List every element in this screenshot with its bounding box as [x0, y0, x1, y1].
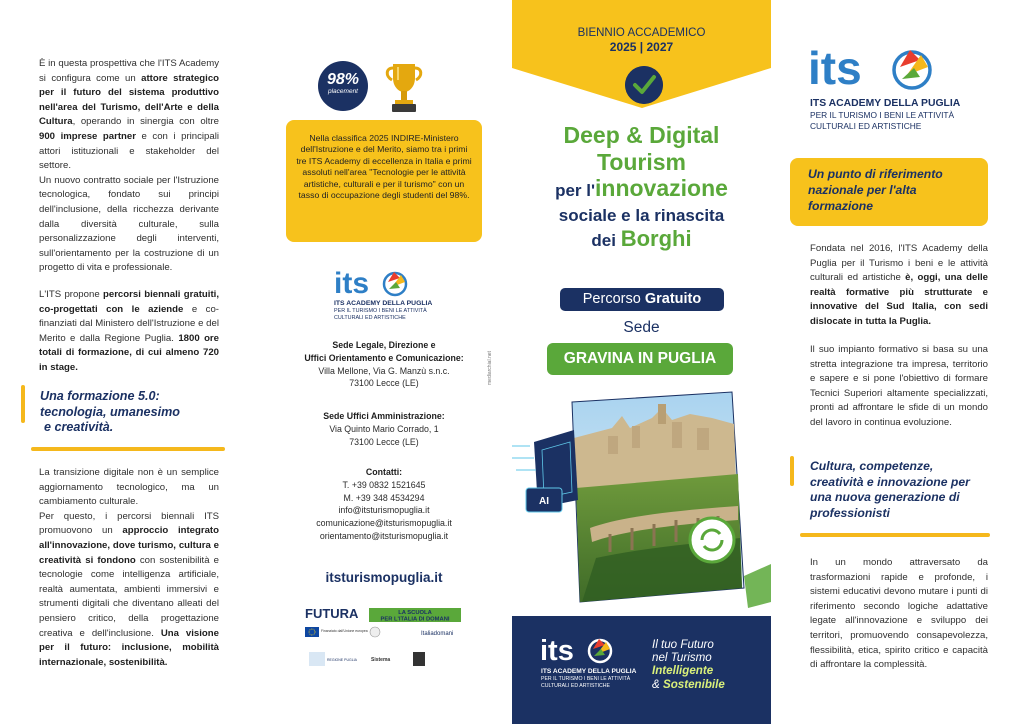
legal-heading: Uffici Orientamento e Comunicazione:	[304, 352, 464, 363]
text-run: L'ITS propone	[39, 289, 103, 300]
placement-badge	[318, 61, 368, 111]
title-run: per l'	[555, 181, 596, 200]
courses-paragraph	[39, 288, 219, 376]
admin-heading: Sede Uffici Amministrazione:	[323, 411, 445, 421]
callout-underline	[31, 447, 225, 451]
gravina-photo	[512, 388, 771, 610]
logo-name: ITS ACADEMY DELLA PUGLIA	[810, 98, 961, 109]
callout-line: e creatività.	[44, 420, 114, 434]
mobile-number[interactable]: M. +39 348 4534294	[343, 492, 425, 503]
academic-years	[512, 26, 771, 54]
text-run: Fondata nel 2016, l'ITS Academy della Puglia per il Turismo i beni e le attività culturali ed artistiche	[810, 243, 988, 284]
text-run: con sostenibilità e tecnologie come intelligenza artificiale, realtà aumentata, ambienti immersivi e strumenti digitali che diventano alleati del pensiero critico, della progettazione creativa e dell'inclusione.	[39, 554, 219, 639]
legal-heading: Sede Legale, Direzione e	[332, 340, 436, 350]
years-label: 2025 | 2027	[609, 40, 674, 54]
italiadomani-logo: Italiadomani	[421, 631, 454, 637]
text-bold: è, oggi, una delle realtà formative più strutturate e innovative del Sud Italia, con sedi dislocate in tutta la Puglia.	[810, 272, 988, 327]
logo-caption-main	[810, 98, 1000, 131]
title-run: dei	[591, 231, 621, 250]
text-bold: Una visione per il futuro: inclusione, mobilità internazionale, sostenibilità.	[39, 627, 219, 668]
futura-claim: LA SCUOLA	[398, 610, 432, 616]
reference-callout	[808, 166, 978, 214]
sistema-logo: Sistema	[371, 657, 391, 663]
callout-line: Cultura, competenze,	[810, 459, 934, 473]
logo-sub: CULTURALI ED ARTISTICHE	[541, 683, 610, 689]
title-line: sociale e la rinascita	[558, 206, 725, 225]
contacts-heading: Contatti:	[365, 467, 403, 477]
email-link[interactable]: info@itsturismopuglia.it	[338, 505, 430, 516]
title-line	[512, 175, 771, 204]
slogan-run: &	[652, 677, 663, 691]
phone-number[interactable]: T. +39 0832 1521645	[342, 479, 426, 490]
free-course-badge	[560, 288, 724, 311]
logo-name: ITS ACADEMY DELLA PUGLIA	[541, 668, 637, 675]
callout-line: Una formazione 5.0:	[40, 389, 160, 403]
address-line: Villa Mellone, Via G. Manzù s.n.c.	[318, 365, 450, 376]
callout-line: creatività e innovazione per	[810, 474, 970, 489]
placement-percent: 98%	[326, 71, 360, 88]
title-line: Tourism	[596, 149, 687, 175]
callout-line: professionisti	[810, 505, 890, 520]
regione-label: REGIONE PUGLIA	[327, 658, 357, 662]
text-bold: 1800 ore totali di formazione, di cui almeno 720 in stage.	[39, 332, 219, 373]
address-line: 73100 Lecce (LE)	[349, 378, 419, 389]
text-bold: attore strategico per il futuro del sistema produttivo nell'area del Turismo, dell'Arte e della Cultura	[39, 72, 220, 128]
its-logo-main	[808, 42, 938, 96]
logo-sub: CULTURALI ED ARTISTICHE	[334, 315, 406, 321]
text-run: La transizione digitale non è un semplice aggiornamento tecnologico, ma un cambiamento culturale.	[39, 467, 219, 508]
callout-line: Un punto di riferimento	[808, 167, 943, 181]
slogan-line	[652, 678, 762, 691]
placement-label: placement	[328, 88, 358, 95]
admin-address	[286, 410, 482, 448]
callout-line: una nuova generazione di	[810, 490, 960, 504]
title-run: innovazione	[595, 175, 728, 201]
text-run: e con i principali attori istituzionali e stakeholder del settore.	[39, 130, 219, 172]
checkmark-icon	[625, 66, 663, 104]
eu-flag-icon	[305, 627, 319, 637]
its-logo-small	[334, 266, 414, 300]
title-line: Deep & Digital	[563, 122, 720, 148]
regione-logo	[309, 652, 325, 666]
text-run: Per questo, i percorsi biennali ITS promuovono un	[39, 510, 219, 537]
address-line: 73100 Lecce (LE)	[349, 436, 419, 447]
logo-wordmark: its	[334, 267, 370, 300]
email-link[interactable]: orientamento@itsturismopuglia.it	[319, 530, 449, 541]
intro-paragraph	[39, 57, 219, 276]
logo-wordmark: its	[808, 42, 862, 94]
text-bold: approccio integrato all'innovazione, dove turismo, cultura e creatività si fondono	[39, 525, 219, 566]
callout-line: nazionale per l'alta	[808, 183, 917, 197]
logo-wordmark: its	[540, 635, 574, 666]
text-run: Il suo impianto formativo si basa su una stretta integrazione tra impresa, territorio e sapere e si pone l'obiettivo di formare Tecnici Superiori altamente specializzati, pronti ad affrontare le sfide di un mondo del lavoro in continua evoluzione.	[810, 344, 988, 428]
text-run: , operando in sinergia con oltre	[72, 116, 219, 128]
text-run: e co-finanziati dal Ministero dell'Istruzione e del Merito e dalla Regione Puglia.	[39, 303, 220, 344]
training-paragraph	[810, 343, 988, 431]
callout-culture	[810, 459, 988, 521]
recycle-icon	[690, 518, 734, 562]
panel-left	[0, 0, 256, 724]
slogan-run: Sostenibile	[662, 677, 725, 691]
biennio-label: BIENNIO ACCADEMICO	[577, 27, 706, 39]
slogan-line: nel Turismo	[652, 651, 712, 665]
callout-formazione	[40, 389, 220, 436]
logo-sub: PER IL TURISMO I BENI LE ATTIVITÀ	[541, 676, 631, 682]
logo-sub: CULTURALI ED ARTISTICHE	[810, 120, 922, 131]
futura-claim: PER L'ITALIA DI DOMANI	[380, 616, 450, 623]
text-run: Un nuovo contratto sociale per l'Istruzione tecnologica, fondato sui principi dell'inclusione, della ricchezza derivante dalla diversità culturale, sulla personalizzazione degli interventi, sull'orientamento per la costruzione di un progetto di vita e professionale.	[39, 174, 219, 274]
trophy-icon	[383, 60, 425, 116]
ai-label: AI	[539, 496, 549, 507]
website-link[interactable]: itsturismopuglia.it	[325, 570, 443, 585]
crest-icon	[413, 652, 425, 666]
text-bold: percorsi biennali gratuiti, co-progettati con le aziende	[39, 289, 219, 315]
logo-caption-footer	[541, 668, 651, 690]
text-run: In un mondo attraversato da trasformazioni rapide e profonde, i sistemi educativi devono mutare i punti di riferimento secondo logiche adattative legate all'innovazione e sviluppo dei territori, promuovendo consapevolezza, flessibilità, etica, spirito critico e capacità di affrontare la complessità.	[810, 557, 988, 671]
course-title	[512, 122, 771, 253]
city-badge: GRAVINA IN PUGLIA	[547, 343, 733, 375]
founding-paragraph	[810, 242, 988, 330]
legal-address	[286, 339, 482, 390]
partner-logos	[305, 606, 465, 672]
logo-caption-small	[334, 300, 464, 322]
callout-line: formazione	[808, 199, 874, 213]
its-logo-footer	[540, 634, 624, 666]
title-run: Borghi	[620, 226, 692, 251]
transition-paragraph	[39, 466, 219, 670]
logo-sub: PER IL TURISMO I BENI LE ATTIVITÀ	[810, 110, 955, 120]
address-line: Via Quinto Mario Corrado, 1	[329, 423, 439, 434]
republic-emblem-icon	[370, 627, 380, 637]
logo-sub: PER IL TURISMO I BENI LE ATTIVITÀ	[334, 308, 427, 314]
callout-accent	[790, 456, 794, 486]
callout-underline	[800, 533, 990, 537]
badge-run: Percorso	[582, 291, 645, 307]
futura-logo: FUTURA	[305, 606, 359, 621]
eu-label: Finanziato dall'Unione europea	[321, 629, 368, 633]
callout-line: tecnologia, umanesimo	[40, 404, 180, 419]
slogan-line: Intelligente	[652, 664, 714, 678]
callout-accent	[21, 385, 25, 423]
logo-name: ITS ACADEMY DELLA PUGLIA	[334, 300, 433, 307]
contacts	[286, 466, 482, 543]
text-bold: 900 imprese partner	[39, 130, 136, 142]
ranking-text: Nella classifica 2025 INDIRE-Ministero dell'Istruzione e del Merito, siamo tra i primi tre ITS Academy di eccellenza in Italia e primi assoluti nell'area "Tecnologie per le attività artistiche, culturali e per il turismo" con un tasso di occupazione degli studenti del 98%.	[296, 133, 472, 201]
slogan-line: Il tuo Futuro	[652, 638, 714, 651]
badge-run: Gratuito	[644, 291, 702, 307]
education-paragraph	[810, 556, 988, 673]
slogan	[652, 638, 762, 691]
text-run: È in questa prospettiva che l'ITS Academy si configura come un	[39, 58, 219, 84]
email-link[interactable]: comunicazione@itsturismopuglia.it	[316, 518, 452, 529]
design-credit: mediarchial.net	[487, 351, 493, 385]
title-line	[512, 227, 771, 253]
location-label: Sede	[623, 319, 660, 336]
